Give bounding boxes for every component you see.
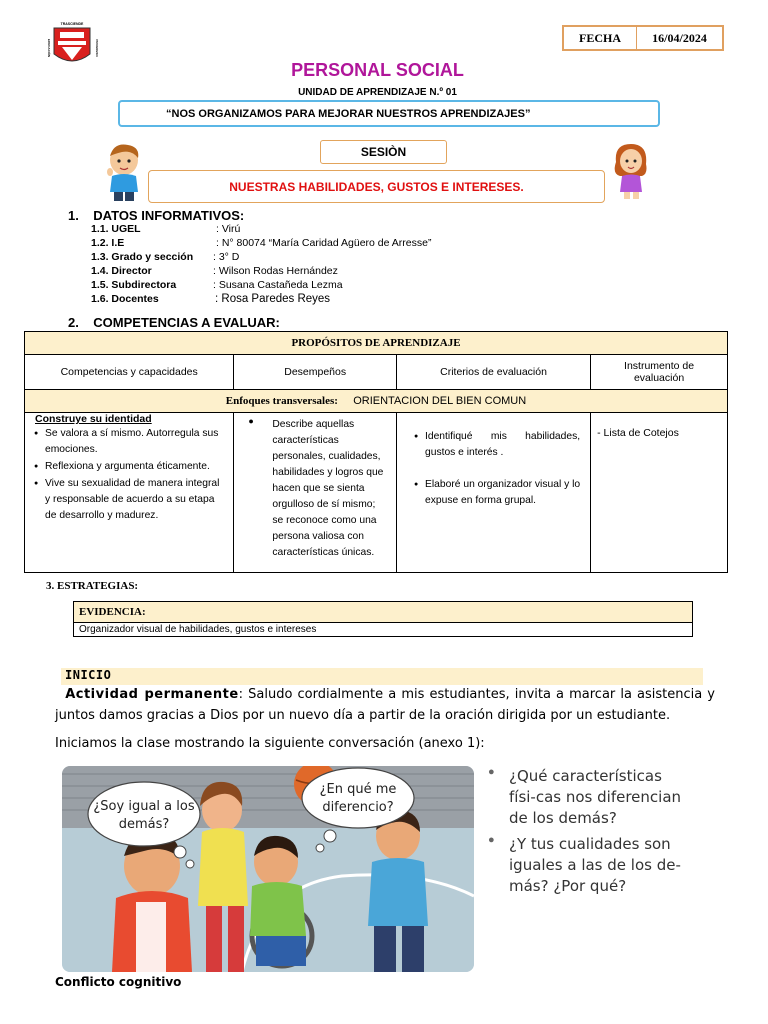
criterio-item: ● Elaboré un organizador visual y lo expuse en forma grupal. xyxy=(425,477,580,509)
datos-row: 1.3. Grado y sección : 3° D xyxy=(91,251,240,263)
question-item: ● ¿Qué características físi-cas nos diferencian de los demás? xyxy=(488,766,682,827)
datos-heading xyxy=(68,208,244,223)
header-criterios: Criterios de evaluación xyxy=(396,355,590,390)
question-bullet-icon: ● xyxy=(488,834,495,846)
competencias-heading-text: COMPETENCIAS A EVALUAR: xyxy=(93,315,280,330)
page-title: PERSONAL SOCIAL xyxy=(291,60,464,80)
datos-row: 1.4. Director : Wilson Rodas Hernández xyxy=(91,265,338,277)
bubble-left-text: ¿Soy igual a los demás? xyxy=(93,799,195,832)
actividad-text: : Saludo cordialmente a mis estudiantes, invita a marcar la asistencia y juntos damos gracias a Dios por un nuevo día a partir de la oración dirigida por un estudiante. xyxy=(55,687,715,723)
logo-right-text: PROGRESO xyxy=(95,39,99,57)
unidad-label: UNIDAD DE APRENDIZAJE N.º 01 xyxy=(298,87,457,98)
header-instrumento: Instrumento de evaluación xyxy=(591,355,728,390)
capacidad-item: ● Reflexiona y argumenta éticamente. xyxy=(45,459,227,475)
evidencia-label: EVIDENCIA: xyxy=(74,602,693,623)
datos-list xyxy=(91,223,491,309)
enfoques-label: Enfoques transversales: xyxy=(225,395,338,407)
evidencia-value: Organizador visual de habilidades, gustos e intereses xyxy=(74,623,693,637)
header-desempenos: Desempeños xyxy=(234,355,397,390)
unit-theme-box xyxy=(118,100,660,127)
estrategias-heading: 3. ESTRATEGIAS: xyxy=(46,580,139,592)
sesion-box xyxy=(320,140,447,164)
intro-paragraph: Iniciamos la clase mostrando la siguiente conversación (anexo 1): xyxy=(55,736,485,751)
question-bullet-icon: ● xyxy=(488,766,495,778)
datos-row: 1.1. UGEL : Virú xyxy=(91,223,241,235)
sesion-label: SESIÒN xyxy=(360,145,407,159)
bubble-right-text: ¿En qué me diferencio? xyxy=(319,782,397,815)
capacidad-item: ● Se valora a sí mismo. Autorregula sus emociones. xyxy=(45,426,227,458)
children-conversation-illustration xyxy=(62,766,474,972)
desempeno-cell xyxy=(234,413,397,573)
question-list xyxy=(488,766,693,897)
enfoques-value: ORIENTACION DEL BIEN COMUN xyxy=(353,395,527,407)
criterio-item: ● Identifiqué mis habilidades, gustos e interés . xyxy=(425,429,580,461)
datos-heading-text: DATOS INFORMATIVOS: xyxy=(93,208,245,223)
fecha-box xyxy=(562,25,724,51)
question-item: ● ¿Y tus cualidades son iguales a las de los de-más? ¿Por qué? xyxy=(488,834,681,895)
conflicto-label: Conflicto cognitivo xyxy=(55,975,182,989)
inicio-label: INICIO xyxy=(61,668,703,685)
criterios-cell xyxy=(396,413,590,573)
desempeno-text: Describe aquellas características personales, cualidades, habilidades y logros que hacen que se sienta orgulloso de sí mismo; se reconoce como una persona valiosa con características únicas. xyxy=(272,419,384,558)
instrumento-text: - Lista de Cotejos xyxy=(597,427,679,439)
propositos-title: PROPÓSITOS DE APRENDIZAJE xyxy=(25,332,728,355)
propositos-table xyxy=(24,331,728,573)
girl-illustration xyxy=(608,142,654,200)
competencia-title: Construye su identidad xyxy=(35,413,152,425)
actividad-label: Actividad permanente xyxy=(65,687,239,702)
competencias-cell xyxy=(25,413,234,573)
capacidad-item: ● Vive su sexualidad de manera integral y responsable de acuerdo a su etapa de desarrollo y madurez. xyxy=(45,476,227,524)
logo-left-text: EDUCACIÓN xyxy=(47,38,51,58)
competencias-heading-number: 2. xyxy=(68,315,79,330)
datos-row: 1.5. Subdirectora : Susana Castañeda Lezma xyxy=(91,279,343,291)
datos-row: 1.2. I.E : N° 80074 “María Caridad Agüero de Arresse” xyxy=(91,237,432,249)
actividad-paragraph xyxy=(55,684,715,726)
unit-theme: “NOS ORGANIZAMOS PARA MEJORAR NUESTROS APRENDIZAJES” xyxy=(166,107,531,120)
enfoques-row xyxy=(25,390,728,413)
competencias-heading xyxy=(68,315,280,330)
session-title: NUESTRAS HABILIDADES, GUSTOS E INTERESES. xyxy=(229,179,524,194)
session-title-box xyxy=(148,170,605,203)
boy-illustration xyxy=(102,142,148,202)
instrumento-cell xyxy=(591,413,728,573)
datos-heading-number: 1. xyxy=(68,208,79,223)
logo-top-text: TRASCIENDE xyxy=(60,22,84,26)
fecha-label: FECHA xyxy=(564,27,637,49)
datos-row: 1.6. Docentes : Rosa Paredes Reyes xyxy=(91,293,331,305)
evidencia-table xyxy=(73,601,693,637)
fecha-value: 16/04/2024 xyxy=(652,30,707,45)
header-competencias: Competencias y capacidades xyxy=(25,355,234,390)
desempeno-bullet: ● xyxy=(248,416,254,426)
